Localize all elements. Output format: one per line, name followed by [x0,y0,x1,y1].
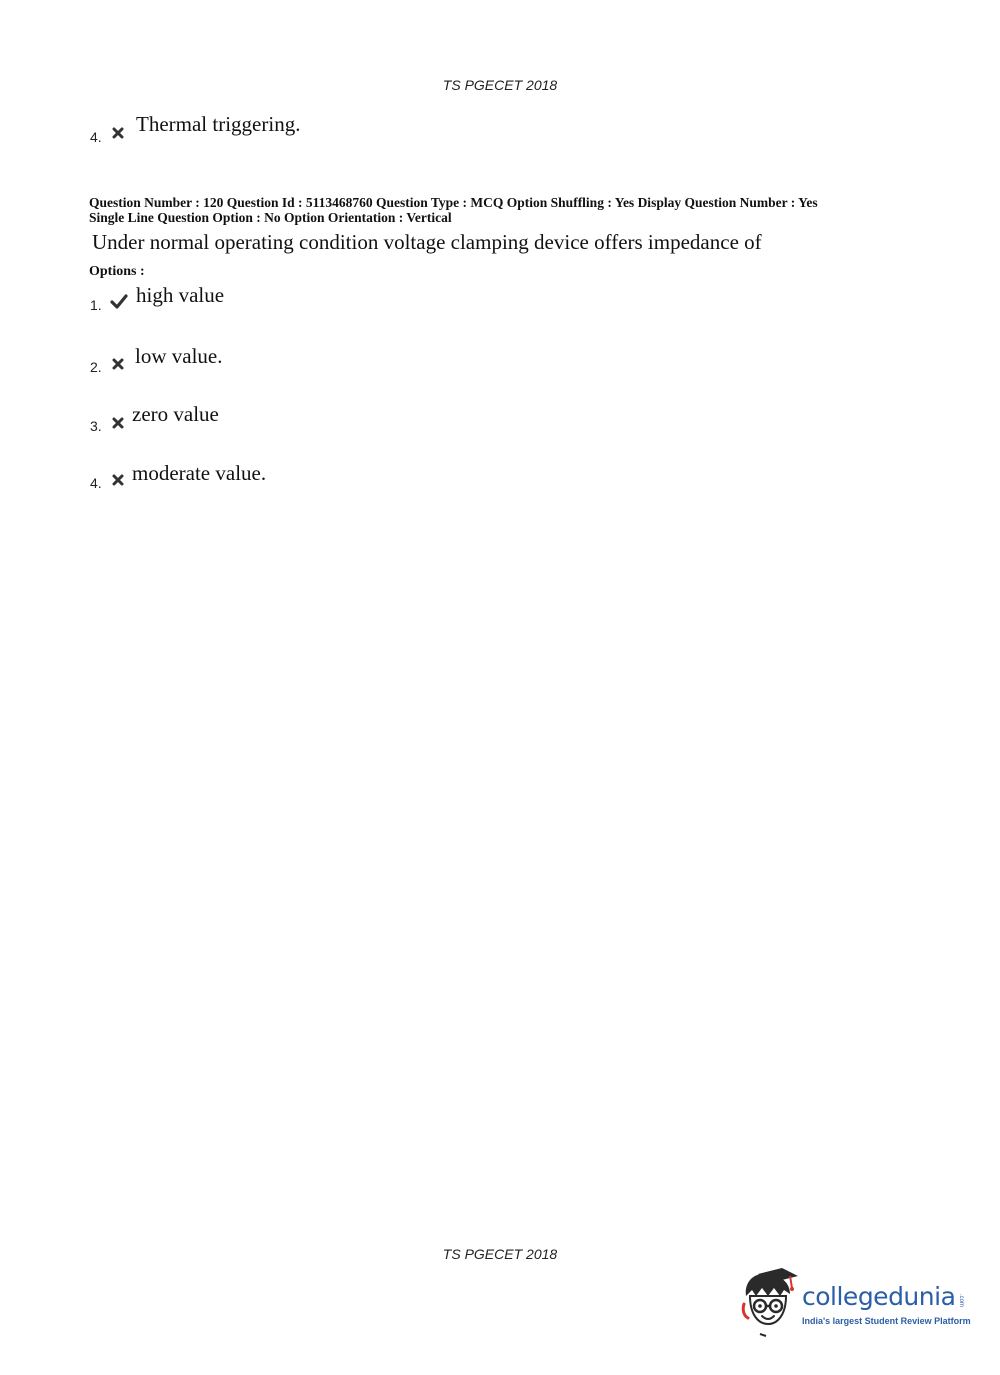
mascot-icon [740,1266,800,1338]
option-number: 1. [90,297,102,313]
cross-icon [110,125,126,141]
logo-suffix: .com [958,1294,964,1308]
logo-name: collegedunia [802,1282,956,1311]
option-number: 4. [90,129,102,145]
option-text: low value. [135,344,223,368]
collegedunia-logo [740,1266,970,1338]
question-meta-line-2: Single Line Question Option : No Option Orientation : Vertical [89,210,452,225]
page-header: TS PGECET 2018 [442,77,558,93]
option-text: high value [136,283,225,307]
options-label: Options : [89,264,145,279]
cross-icon [110,415,126,431]
option-number: 2. [90,359,102,375]
option-text: moderate value. [132,461,267,485]
cross-icon [110,472,126,488]
cross-icon [110,356,126,372]
question-text: Under normal operating condition voltage clamping device offers impedance of [92,230,762,254]
page-footer: TS PGECET 2018 [442,1246,558,1262]
check-icon [110,293,126,309]
option-text: Thermal triggering. [136,112,301,136]
logo-tagline: India's largest Student Review Platform [802,1316,971,1326]
question-meta-line-1: Question Number : 120 Question Id : 5113468760 Question Type : MCQ Option Shuffling : Yes Display Question Number : Yes [89,195,818,210]
option-number: 4. [90,475,102,491]
option-number: 3. [90,418,102,434]
option-text: zero value [132,402,219,426]
